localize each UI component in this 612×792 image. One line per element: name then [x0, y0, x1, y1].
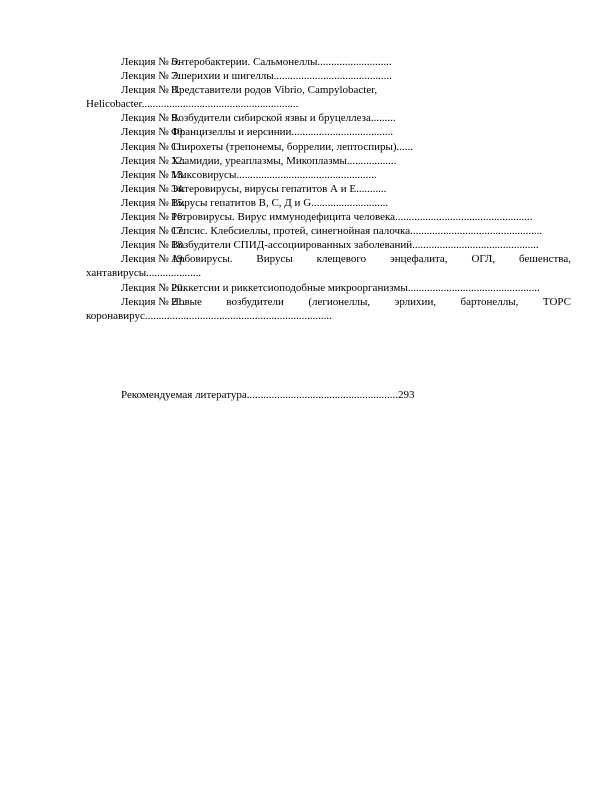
lecture-number: Лекция № 13. [121, 168, 186, 181]
lecture-number: Лекция № 14. [121, 182, 186, 195]
lecture-number: Лекция № 15. [121, 196, 186, 209]
toc-entry [86, 69, 571, 83]
toc-entry [86, 196, 571, 210]
lecture-title: Риккетсии и риккетсиоподобные микроорганизмы [171, 281, 408, 294]
toc-entry [86, 83, 571, 111]
lecture-title: Эшерихии и шигеллы [171, 70, 274, 83]
toc-entry [86, 252, 574, 280]
leader-dots: ................................................ [410, 225, 543, 238]
lecture-number: Лекция № 11. [121, 140, 185, 153]
toc-entry [86, 210, 571, 224]
toc-entry [86, 295, 574, 323]
lecture-number: Лекция № 19. [121, 253, 186, 266]
bibliography-leader-dots: ....................................................... [246, 389, 399, 401]
leader-dots: .............................................. [412, 239, 539, 252]
leader-dots: ........... [356, 182, 387, 195]
toc-entry [86, 182, 571, 196]
leader-dots: ......... [370, 112, 396, 125]
lecture-number: Лекция № 6. [121, 56, 180, 68]
lecture-title: Энтеробактерии. Сальмонеллы [171, 56, 318, 68]
leader-dots: .................................................................... [144, 309, 332, 322]
bibliography-label: Рекомендуемая литература [121, 389, 247, 401]
lecture-number: Лекция № 21. [121, 295, 186, 308]
lecture-number: Лекция № 20. [121, 281, 186, 294]
bibliography-entry [121, 388, 415, 402]
toc-entry [86, 125, 571, 139]
lecture-title: Ретровирусы. Вирус иммунодефицита человека [171, 211, 396, 224]
lecture-title: Энтеровирусы, вирусы гепатитов А и Е [171, 182, 357, 195]
lecture-title: Представители родов Vibrio, Campylobacter, Helicobacter [86, 84, 380, 111]
lecture-number: Лекция № 16. [121, 211, 186, 224]
leader-dots: ................................................... [236, 168, 377, 181]
leader-dots: ......................................................... [141, 98, 299, 111]
bibliography-page-number: 293 [398, 389, 415, 401]
lecture-number: Лекция № 17. [121, 225, 186, 238]
lecture-title: Спирохеты (трепонемы, боррелии, лептоспиры) [171, 140, 397, 153]
lecture-title: Арбовирусы. Вирусы клещевого энцефалита, ОГЛ, бешенства, хантавирусы [86, 253, 574, 280]
leader-dots: ............................ [311, 196, 389, 209]
lecture-title: Возбудители сибирской язвы и бруцеллеза [171, 112, 371, 125]
leader-dots: ...... [396, 140, 414, 153]
leader-dots: .................... [146, 267, 202, 280]
leader-dots: ..................................... [291, 126, 394, 139]
lecture-number: Лекция № 12. [121, 154, 186, 167]
lecture-number: Лекция № 18. [121, 239, 186, 252]
toc-entry [86, 140, 571, 154]
table-of-contents [86, 55, 574, 323]
lecture-title: Францизеллы и иерсинии [171, 126, 292, 139]
toc-entry [86, 55, 571, 69]
lecture-title: Вирусы гепатитов В, С, Д и G [171, 196, 312, 209]
leader-dots: ........................... [317, 56, 392, 68]
leader-dots: .................. [346, 154, 397, 167]
lecture-title: Миксовирусы [171, 168, 237, 181]
leader-dots: ........................................... [273, 70, 392, 83]
toc-entry [86, 238, 571, 252]
toc-entry [86, 281, 571, 295]
lecture-number: Лекция № 9. [121, 112, 180, 125]
lecture-title: Хламидии, уреаплазмы, Микоплазмы [171, 154, 347, 167]
leader-dots: ................................................ [407, 281, 540, 294]
toc-entry [86, 111, 571, 125]
lecture-title: Новые возбудители (легионеллы, эрлихии, бартонеллы, ТОРС коронавирус [86, 295, 574, 322]
lecture-number: Лекция № 10. [121, 126, 186, 139]
lecture-title: Сепсис. Клебсиеллы, протей, синегнойная палочка [171, 225, 411, 238]
toc-entry [86, 224, 571, 238]
lecture-number: Лекция № 8. [121, 84, 180, 97]
leader-dots: .................................................. [395, 211, 533, 224]
toc-entry [86, 168, 571, 182]
lecture-title: Возбудители СПИД-ассоциированных заболеваний [171, 239, 413, 252]
lecture-number: Лекция № 7. [121, 70, 180, 83]
toc-entry [86, 154, 571, 168]
